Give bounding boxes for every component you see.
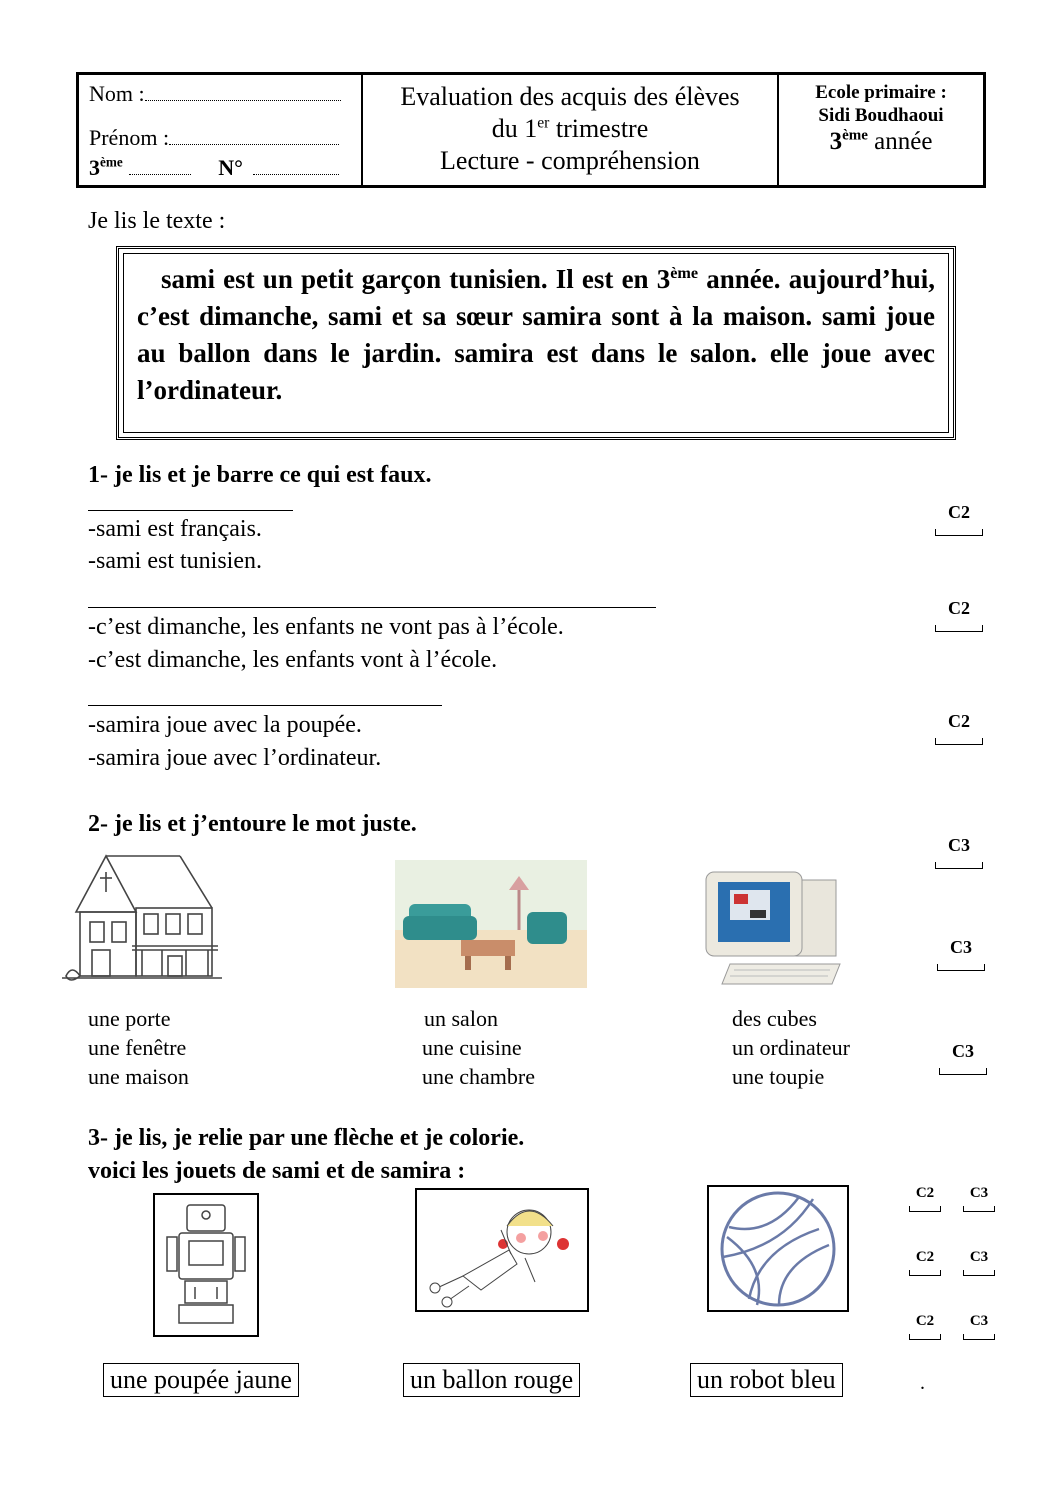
prenom-label: Prénom :: [89, 125, 170, 150]
house-image: [62, 852, 222, 998]
living-room-image: [395, 860, 587, 988]
computer-image: [700, 866, 846, 990]
badge-c3-q2-2: C3: [934, 937, 988, 971]
year-line: 3ème année: [829, 127, 933, 155]
badge-c2-q3-2: C2: [908, 1249, 942, 1276]
q3-subtitle: voici les jouets de sami et de samira :: [88, 1158, 466, 1184]
q1-rule-3: [88, 705, 442, 706]
q2-col3-word1[interactable]: des cubes: [732, 1006, 817, 1031]
student-info-cell: [79, 75, 363, 185]
class-field[interactable]: [129, 174, 191, 175]
q1-rule-2: [88, 607, 656, 608]
badge-c3-q3-2: C3: [962, 1249, 996, 1276]
q1-pair3-b[interactable]: -samira joue avec l’ordinateur.: [88, 745, 382, 771]
ball-image: [707, 1185, 849, 1312]
badge-c3-q3-1: C3: [962, 1185, 996, 1212]
q2-col2-word2[interactable]: une cuisine: [422, 1035, 522, 1060]
q1-rule-1: [88, 510, 293, 511]
badge-c3-q3-3: C3: [962, 1313, 996, 1340]
label-poupee-jaune[interactable]: une poupée jaune: [103, 1363, 299, 1397]
nom-field[interactable]: [145, 100, 341, 101]
q2-col3-word3[interactable]: une toupie: [732, 1064, 825, 1089]
prenom-field[interactable]: [169, 144, 339, 145]
label-ballon-rouge[interactable]: un ballon rouge: [403, 1363, 580, 1397]
q1-pair1-a[interactable]: -sami est français.: [88, 516, 262, 542]
badge-c2-q1-2: C2: [932, 598, 986, 632]
badge-c3-q2-1: C3: [932, 835, 986, 869]
q2-col2-word3[interactable]: une chambre: [422, 1064, 535, 1089]
school-line-1: Ecole primaire :: [815, 82, 947, 103]
title-cell: [363, 75, 779, 185]
class-number: 3: [89, 155, 100, 180]
badge-c2-q3-1: C2: [908, 1185, 942, 1212]
numero-field[interactable]: [253, 174, 339, 175]
stray-dot: .: [920, 1372, 925, 1394]
numero-label: N°: [218, 155, 243, 180]
school-cell: [779, 75, 983, 185]
q2-col2-word1[interactable]: un salon: [424, 1006, 498, 1031]
q1-title: 1- je lis et je barre ce qui est faux.: [88, 462, 432, 488]
header-table: [76, 72, 986, 188]
q2-col3-word2[interactable]: un ordinateur: [732, 1035, 850, 1060]
q1-pair2-b[interactable]: -c’est dimanche, les enfants vont à l’école.: [88, 647, 498, 673]
badge-c2-q3-3: C2: [908, 1313, 942, 1340]
title-line-3: Lecture - compréhension: [440, 146, 700, 175]
title-line-2: du 1er trimestre: [491, 114, 649, 143]
school-line-2: Sidi Boudhaoui: [818, 105, 944, 126]
q1-pair1-b[interactable]: -sami est tunisien.: [88, 548, 262, 574]
reading-text-box: [116, 246, 956, 440]
reading-text-part1: sami est un petit garçon tunisien. Il est en 3: [161, 264, 671, 294]
badge-c2-q1-3: C2: [932, 711, 986, 745]
intro-text: Je lis le texte :: [88, 208, 226, 234]
label-robot-bleu[interactable]: un robot bleu: [690, 1363, 843, 1397]
reading-text-sup: ème: [670, 264, 699, 282]
doll-image: [415, 1188, 589, 1312]
title-line-1: Evaluation des acquis des élèves: [400, 82, 740, 111]
badge-c2-q1-1: C2: [932, 502, 986, 536]
nom-label: Nom :: [89, 81, 145, 106]
badge-c3-q2-3: C3: [936, 1041, 990, 1075]
q2-title: 2- je lis et j’entoure le mot juste.: [88, 811, 417, 837]
reading-text-part2: année. aujourd’hui, c’est dimanche, sami et sa sœur samira sont à la maison. sami joue au ballon dans le jardin. samira est dans le salon. elle joue avec l’ordinateur.: [137, 264, 935, 405]
robot-image: [153, 1193, 259, 1337]
q3-title: 3- je lis, je relie par une flèche et je colorie.: [88, 1125, 525, 1151]
q2-col1-word1[interactable]: une porte: [88, 1006, 171, 1031]
q1-pair2-a[interactable]: -c’est dimanche, les enfants ne vont pas à l’école.: [88, 614, 564, 640]
class-sup: ème: [100, 154, 123, 170]
q2-col1-word2[interactable]: une fenêtre: [88, 1035, 187, 1060]
q1-pair3-a[interactable]: -samira joue avec la poupée.: [88, 712, 362, 738]
q2-col1-word3[interactable]: une maison: [88, 1064, 189, 1089]
